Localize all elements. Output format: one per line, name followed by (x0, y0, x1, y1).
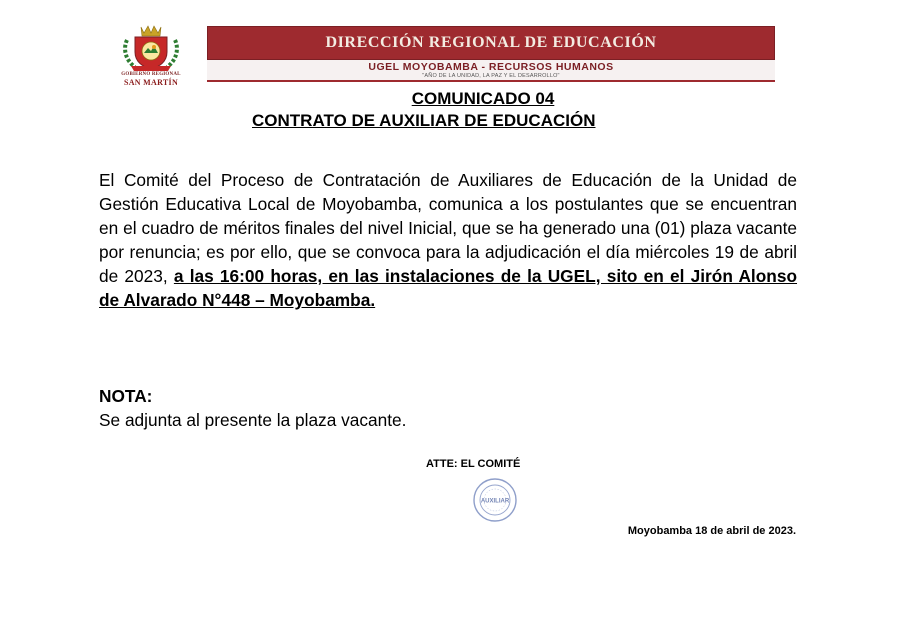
document-subtitle: CONTRATO DE AUXILIAR DE EDUCACIÓN (252, 111, 596, 130)
banner-bottom (207, 60, 775, 82)
body-emphasis: a las 16:00 horas, en las instalaciones de la UGEL, sito en el Jirón Alonso de Alvarado N°448 – Moyobamba. (99, 266, 798, 310)
note-text: Se adjunta al presente la plaza vacante. (99, 410, 407, 430)
banner-subtitle: UGEL MOYOBAMBA - RECURSOS HUMANOS (368, 61, 614, 73)
coat-of-arms-icon (113, 24, 189, 72)
logo-line-1: GOBIERNO REGIONAL (121, 72, 181, 77)
committee-seal-icon (470, 476, 520, 524)
banner-top (207, 26, 775, 60)
header-banner (207, 26, 775, 82)
note-label: NOTA: (99, 386, 153, 406)
regional-government-logo (113, 24, 189, 86)
body-text: El Comité del Proceso de Contratación de Auxiliares de Educación de la Unidad de Gestión Educativa Local de Moyobamba, comunica a los postulantes que se encuentran en el cuadro de méritos finales del nivel Inicial, que se ha generado una (01) plaza vacante por renuncia; es por ello, que se convoca para la adjudicación el día miércoles 19 de abril de 2023, (99, 170, 797, 286)
banner-title: DIRECCIÓN REGIONAL DE EDUCACIÓN (325, 34, 657, 51)
body-paragraph (99, 168, 797, 312)
document-title: COMUNICADO 04 (411, 89, 555, 108)
banner-motto: "AÑO DE LA UNIDAD, LA PAZ Y EL DESARROLLO" (422, 73, 560, 79)
seal-text: AUXILIAR (480, 498, 510, 505)
logo-line-2: SAN MARTÍN (123, 78, 179, 87)
signature-atte: ATTE: EL COMITÉ (426, 458, 521, 470)
document-date: Moyobamba 18 de abril de 2023. (627, 525, 796, 537)
